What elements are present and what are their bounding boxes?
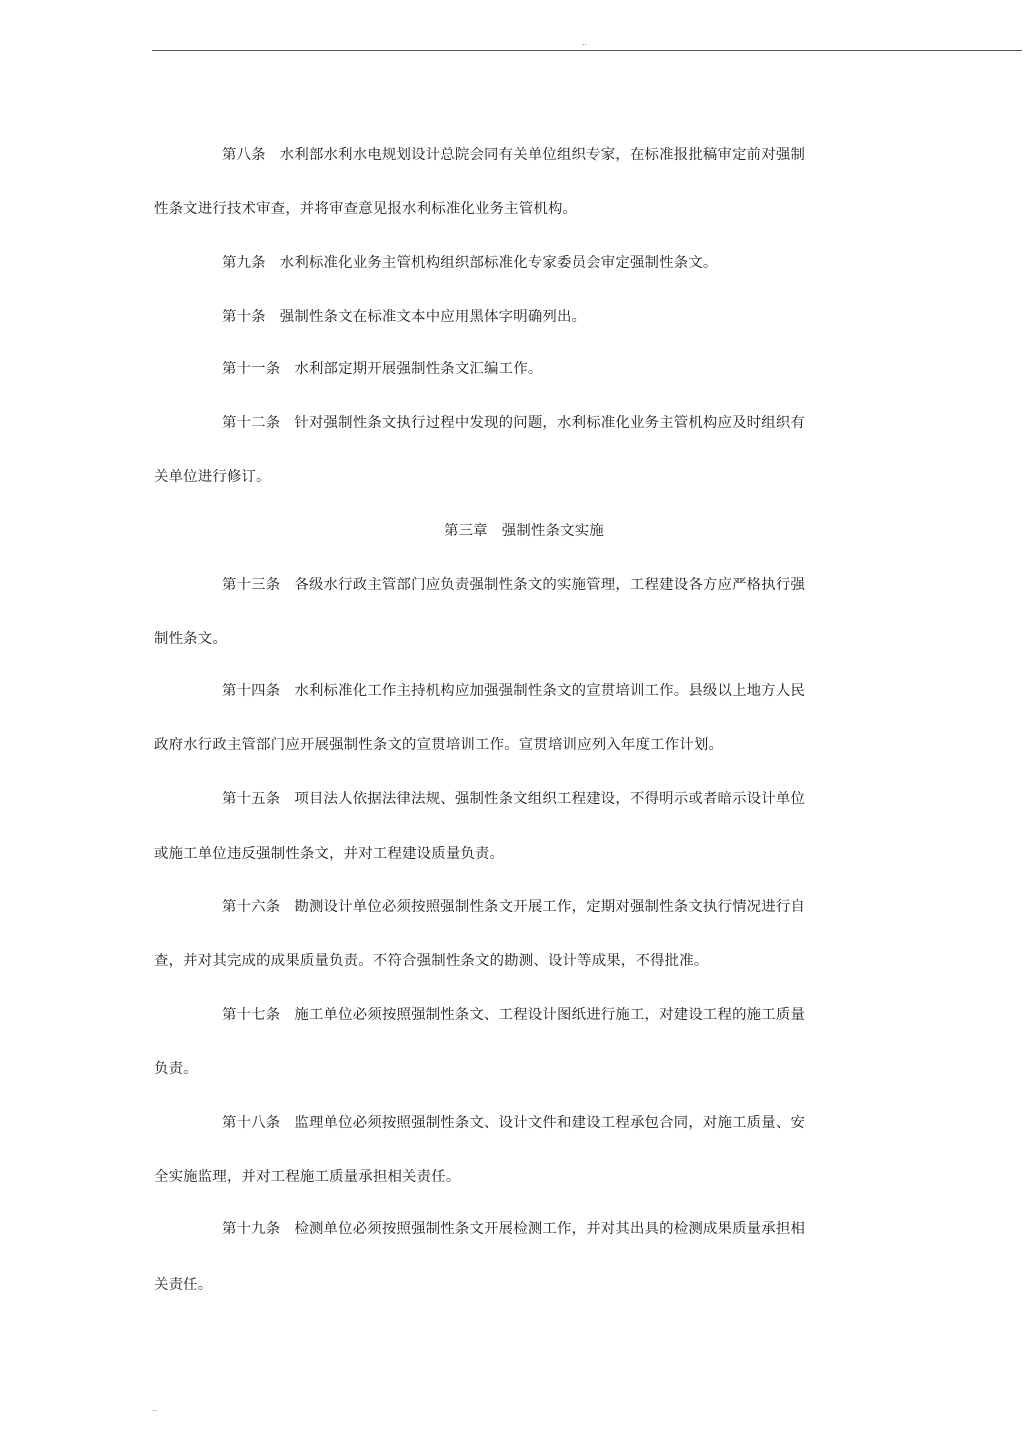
article-number: 第十一条 bbox=[222, 361, 281, 377]
article-number: 第十六条 bbox=[222, 899, 281, 915]
article-number: 第十三条 bbox=[222, 577, 281, 593]
article-text: 水利部水利水电规划设计总院会同有关单位组织专家，在标准报批稿审定前对强制 bbox=[279, 147, 806, 163]
article-8 bbox=[222, 146, 805, 164]
article-19 bbox=[222, 1220, 805, 1238]
article-10 bbox=[222, 308, 586, 326]
article-text: 针对强制性条文执行过程中发现的问题，水利标准化业务主管机构应及时组织有 bbox=[294, 415, 806, 431]
chapter-heading bbox=[444, 522, 604, 540]
article-text: 各级水行政主管部门应负责强制性条文的实施管理，工程建设各方应严格执行强 bbox=[294, 577, 806, 593]
article-16-continuation: 查，并对其完成的成果质量负责。不符合强制性条文的勘测、设计等成果，不得批准。 bbox=[154, 953, 709, 969]
article-number: 第十四条 bbox=[222, 683, 281, 699]
article-9 bbox=[222, 254, 718, 272]
header-rule bbox=[152, 50, 1022, 51]
article-17 bbox=[222, 1006, 805, 1024]
article-number: 第十二条 bbox=[222, 415, 281, 431]
footer-mark: .. bbox=[152, 1404, 158, 1413]
article-19-continuation: 关责任。 bbox=[154, 1277, 213, 1293]
article-text: 勘测设计单位必须按照强制性条文开展工作，定期对强制性条文执行情况进行自 bbox=[294, 899, 806, 915]
article-14-continuation: 政府水行政主管部门应开展强制性条文的宣贯培训工作。宣贯培训应列入年度工作计划。 bbox=[154, 737, 724, 753]
article-number: 第九条 bbox=[222, 255, 266, 271]
article-text: 检测单位必须按照强制性条文开展检测工作，并对其出具的检测成果质量承担相 bbox=[294, 1221, 806, 1237]
article-number: 第十五条 bbox=[222, 791, 281, 807]
article-11 bbox=[222, 360, 542, 378]
article-17-continuation: 负责。 bbox=[154, 1061, 198, 1077]
header-mark: .. bbox=[582, 38, 588, 47]
article-number: 第八条 bbox=[222, 147, 266, 163]
article-text: 水利标准化业务主管机构组织部标准化专家委员会审定强制性条文。 bbox=[279, 255, 718, 271]
article-text: 水利部定期开展强制性条文汇编工作。 bbox=[294, 361, 543, 377]
article-12-continuation: 关单位进行修订。 bbox=[154, 469, 271, 485]
article-16 bbox=[222, 898, 805, 916]
article-13 bbox=[222, 576, 805, 594]
article-text: 水利标准化工作主持机构应加强强制性条文的宣贯培训工作。县级以上地方人民 bbox=[294, 683, 806, 699]
article-number: 第十八条 bbox=[222, 1115, 281, 1131]
chapter-title: 强制性条文实施 bbox=[501, 523, 604, 539]
article-14 bbox=[222, 682, 805, 700]
chapter-number: 第三章 bbox=[444, 523, 488, 539]
article-text: 监理单位必须按照强制性条文、设计文件和建设工程承包合同，对施工质量、安 bbox=[294, 1115, 806, 1131]
article-15 bbox=[222, 790, 805, 808]
article-18-continuation: 全实施监理，并对工程施工质量承担相关责任。 bbox=[154, 1169, 461, 1185]
article-number: 第十九条 bbox=[222, 1221, 281, 1237]
article-text: 项目法人依据法律法规、强制性条文组织工程建设，不得明示或者暗示设计单位 bbox=[294, 791, 806, 807]
article-number: 第十七条 bbox=[222, 1007, 281, 1023]
article-13-continuation: 制性条文。 bbox=[154, 631, 227, 647]
article-number: 第十条 bbox=[222, 309, 266, 325]
article-8-continuation: 性条文进行技术审查，并将审查意见报水利标准化业务主管机构。 bbox=[154, 201, 578, 217]
article-text: 施工单位必须按照强制性条文、工程设计图纸进行施工，对建设工程的施工质量 bbox=[294, 1007, 806, 1023]
article-12 bbox=[222, 414, 805, 432]
article-18 bbox=[222, 1114, 805, 1132]
article-15-continuation: 或施工单位违反强制性条文，并对工程建设质量负责。 bbox=[154, 846, 505, 862]
article-text: 强制性条文在标准文本中应用黑体字明确列出。 bbox=[279, 309, 587, 325]
